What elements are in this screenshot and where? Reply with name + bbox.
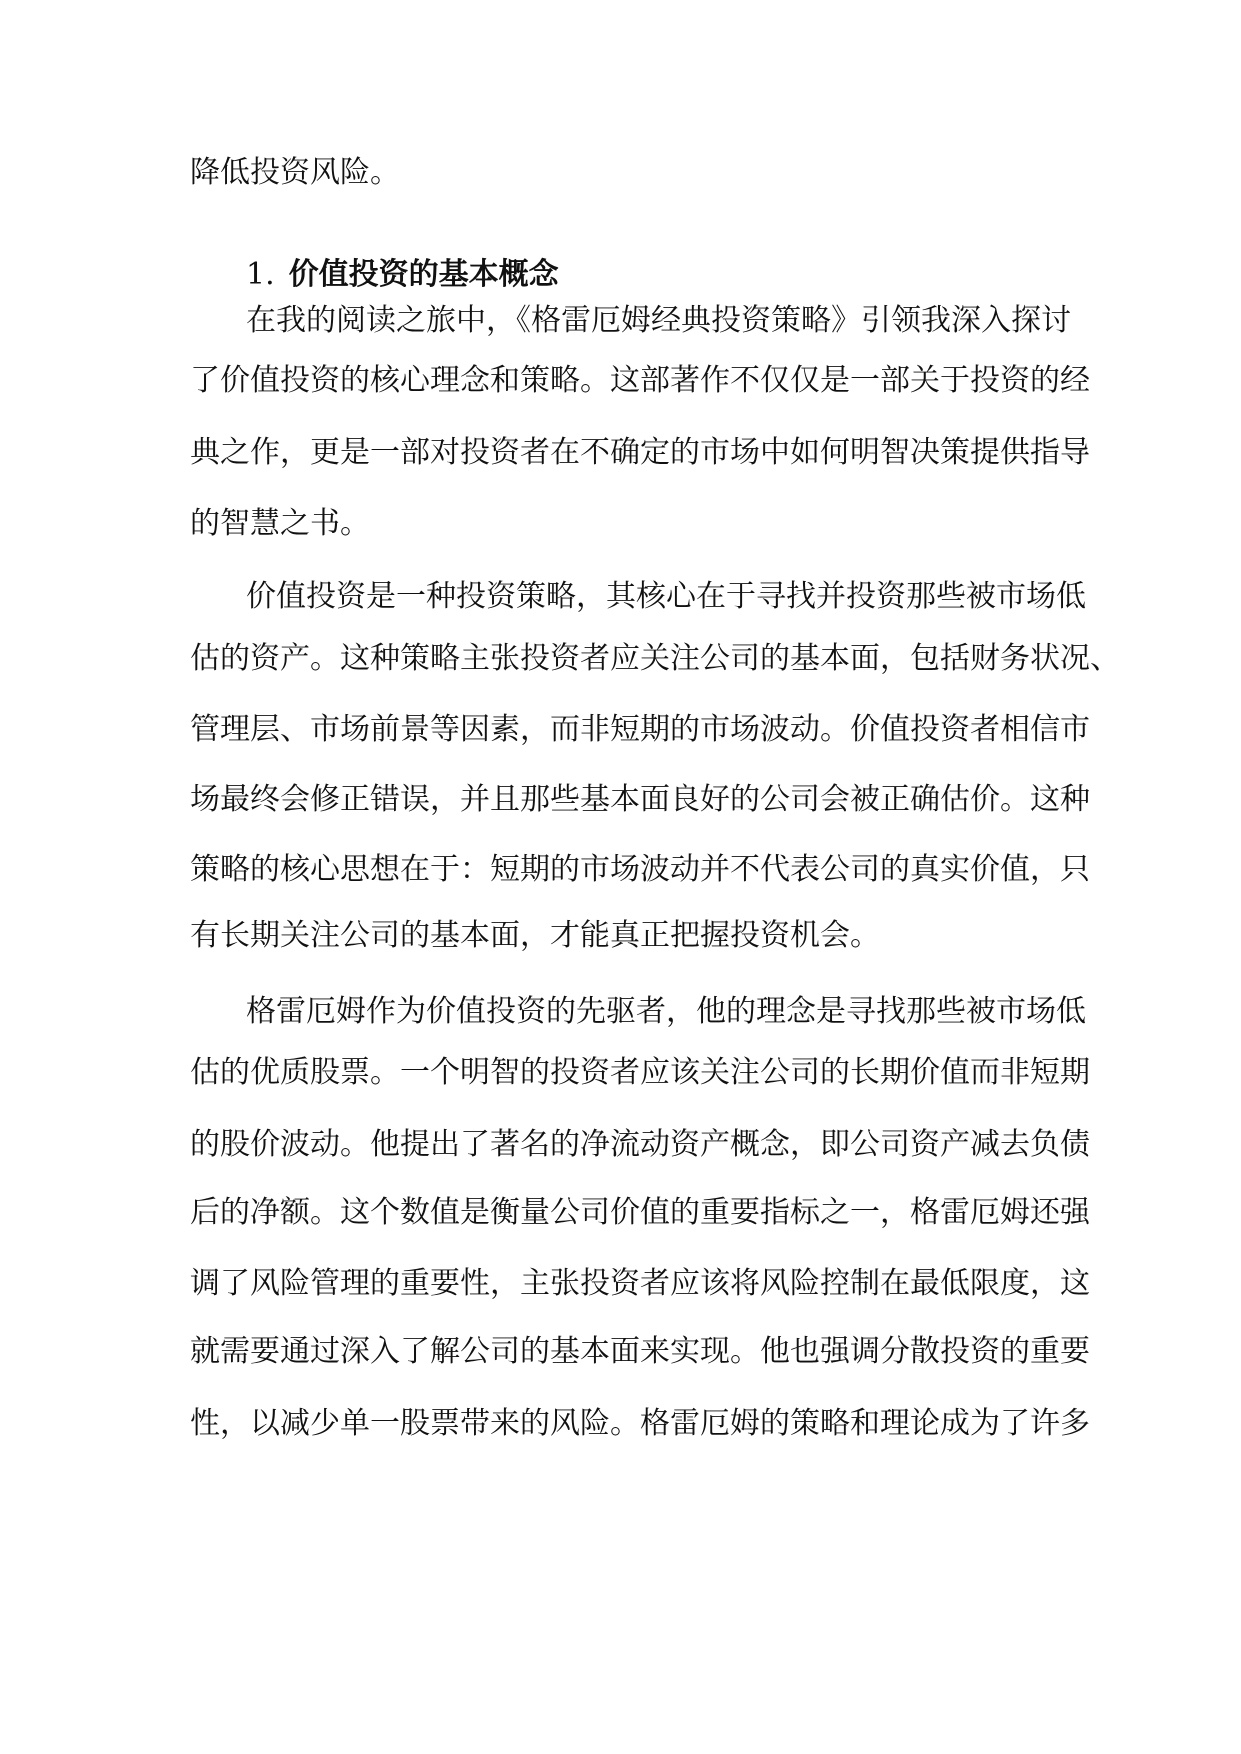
paragraph-line: 场最终会修正错误，并且那些基本面良好的公司会被正确估价。这种 [190, 782, 1090, 817]
paragraph-line: 的股价波动。他提出了著名的净流动资产概念，即公司资产减去负债 [190, 1127, 1090, 1162]
paragraph-line: 估的资产。这种策略主张投资者应关注公司的基本面，包括财务状况、 [190, 641, 1120, 676]
paragraph-line: 策略的核心思想在于：短期的市场波动并不代表公司的真实价值，只 [190, 852, 1090, 887]
paragraph-line: 调了风险管理的重要性，主张投资者应该将风险控制在最低限度，这 [190, 1266, 1090, 1301]
section-title: 价值投资的基本概念 [288, 257, 559, 292]
text-line: 降低投资风险。 [190, 155, 400, 190]
paragraph-line: 估的优质股票。一个明智的投资者应该关注公司的长期价值而非短期 [190, 1055, 1090, 1090]
paragraph-line: 有长期关注公司的基本面，才能真正把握投资机会。 [190, 918, 880, 953]
paragraph-line: 价值投资是一种投资策略，其核心在于寻找并投资那些被市场低 [246, 579, 1086, 614]
paragraph-line: 格雷厄姆作为价值投资的先驱者，他的理念是寻找那些被市场低 [246, 994, 1086, 1029]
paragraph-line: 在我的阅读之旅中，《格雷厄姆经典投资策略》引领我深入探讨 [246, 303, 1071, 338]
paragraph-line: 性，以减少单一股票带来的风险。格雷厄姆的策略和理论成为了许多 [190, 1406, 1090, 1441]
section-number: 1. [246, 257, 275, 292]
paragraph-line: 了价值投资的核心理念和策略。这部著作不仅仅是一部关于投资的经 [190, 363, 1090, 398]
paragraph-line: 管理层、市场前景等因素，而非短期的市场波动。价值投资者相信市 [190, 712, 1090, 747]
paragraph-line: 后的净额。这个数值是衡量公司价值的重要指标之一，格雷厄姆还强 [190, 1195, 1090, 1230]
section-heading [246, 256, 559, 294]
paragraph-line: 的智慧之书。 [190, 506, 370, 541]
paragraph-line: 就需要通过深入了解公司的基本面来实现。他也强调分散投资的重要 [190, 1334, 1090, 1369]
paragraph-line: 典之作，更是一部对投资者在不确定的市场中如何明智决策提供指导 [190, 435, 1090, 470]
